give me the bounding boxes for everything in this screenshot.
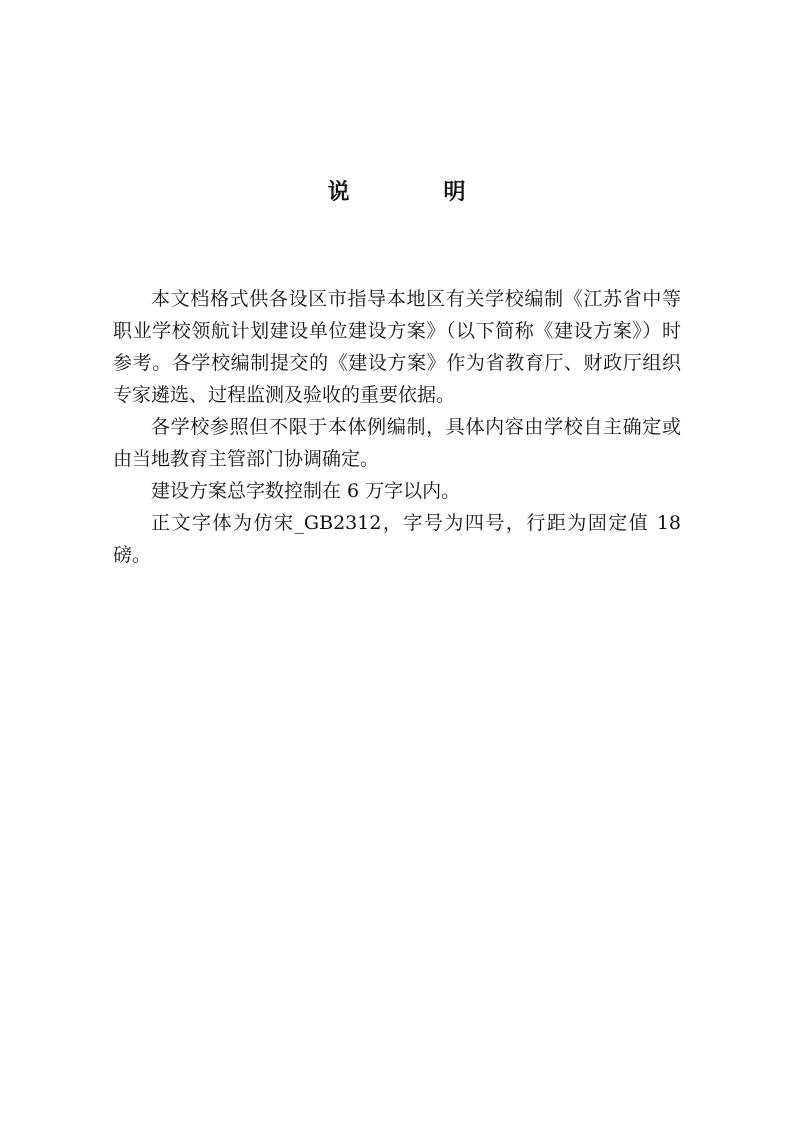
- paragraph-format: 正文字体为仿宋_GB2312，字号为四号，行距为固定值 18 磅。: [113, 512, 681, 566]
- document-body: [113, 283, 681, 571]
- page-title: 说 明: [327, 180, 502, 205]
- paragraph-scope: 各学校参照但不限于本体例编制，具体内容由学校自主确定或由当地教育主管部门协调确定。: [113, 416, 681, 470]
- paragraph-purpose: 本文档格式供各设区市指导本地区有关学校编制《江苏省中等职业学校领航计划建设单位建设方案》（以下简称《建设方案》）时参考。各学校编制提交的《建设方案》作为省教育厅、财政厅组织专家遴选、过程监测及验收的重要依据。: [113, 288, 681, 406]
- paragraph-word-limit: 建设方案总字数控制在 6 万字以内。: [151, 480, 461, 502]
